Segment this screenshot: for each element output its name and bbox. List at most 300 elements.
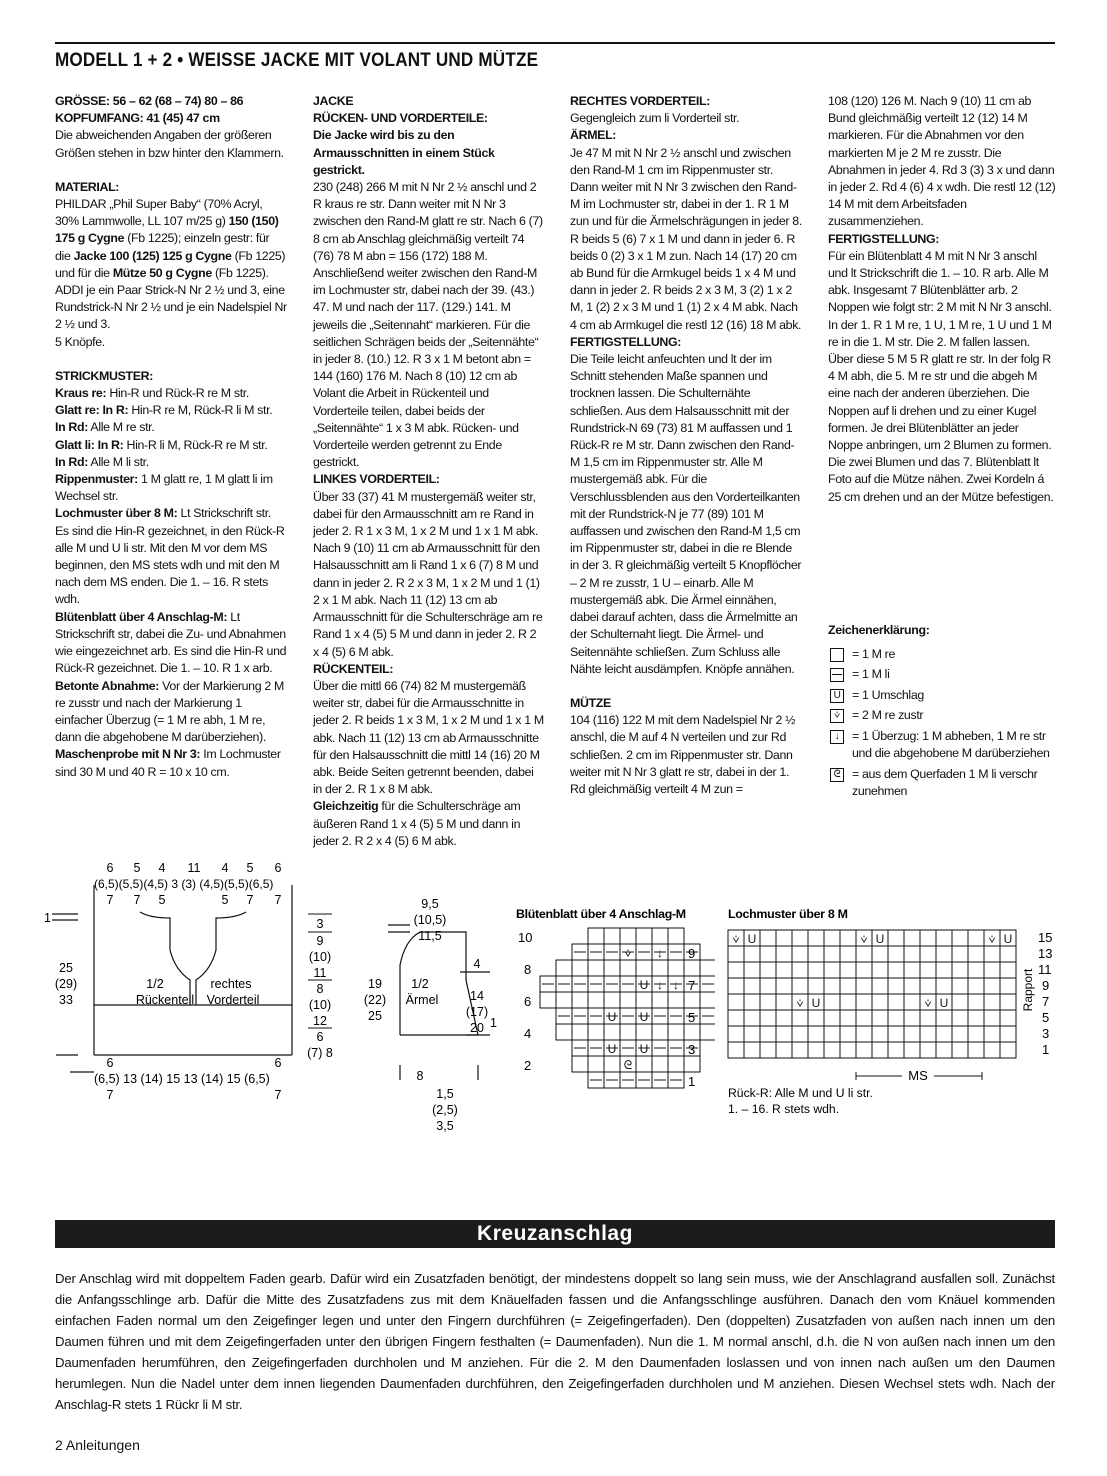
lochmuster-grid <box>728 930 1016 1058</box>
chart-symbol: ⩒ <box>624 946 632 960</box>
chart-cell <box>936 978 952 994</box>
chart-cell <box>968 978 984 994</box>
chart-cell <box>728 1026 744 1042</box>
page-footer: 2 Anleitungen <box>55 1437 140 1453</box>
chart-cell <box>888 1026 904 1042</box>
chart-cell <box>728 978 744 994</box>
chart-cell <box>604 928 620 944</box>
chart-symbol: ⩒ <box>732 932 740 946</box>
svg-text:14: 14 <box>470 989 484 1003</box>
legend-title: Zeichenerklärung: <box>828 623 930 637</box>
svg-text:33: 33 <box>59 993 73 1007</box>
chart-cell <box>808 962 824 978</box>
chart-cell <box>744 1042 760 1058</box>
svg-text:(10,5): (10,5) <box>413 913 447 927</box>
svg-text:19: 19 <box>368 977 382 991</box>
svg-text:7: 7 <box>246 893 254 907</box>
svg-text:6: 6 <box>274 861 282 875</box>
chart-cell <box>984 1042 1000 1058</box>
chart-cell <box>920 1026 936 1042</box>
chart-cell <box>792 978 808 994</box>
bluetenblatt: Blütenblatt über 4 Anschlag-M: Lt Strickschrift str, dabei die Zu- und Abnahmen wie eingezeichnet arb. Es sind die Hin-R und Rück-R gezeichnet. Die 1. – 10. R 1 x arb. <box>55 609 287 676</box>
chart-symbol: U <box>1003 932 1013 946</box>
body-right-measurements <box>307 917 333 1060</box>
chart-cell <box>920 1042 936 1058</box>
svg-text:11: 11 <box>313 966 327 980</box>
svg-text:7: 7 <box>274 893 282 907</box>
chart-cell <box>952 1042 968 1058</box>
rv-bold: Die Jacke wird bis zu den Armausschnitten in einem Stück gestrickt. <box>313 128 495 177</box>
chart-cell <box>984 962 1000 978</box>
chart-cell <box>744 962 760 978</box>
chart-cell <box>728 946 744 962</box>
purl-symbol-icon <box>830 668 844 682</box>
yarn-over-icon: U <box>830 689 844 703</box>
increase-icon: ᘓ <box>830 768 844 782</box>
kreuzanschlag-banner: Kreuzanschlag <box>55 1220 1055 1248</box>
page-title: MODELL 1 + 2 • WEISSE JACKE MIT VOLANT UND MÜTZE <box>55 50 539 71</box>
chart-cell <box>968 1042 984 1058</box>
chart-cell <box>700 992 715 1008</box>
chart-cell <box>776 978 792 994</box>
chart-cell <box>936 946 952 962</box>
chart-cell <box>728 962 744 978</box>
chart-cell <box>920 946 936 962</box>
chart-cell <box>540 992 556 1008</box>
rippenmuster: Rippenmuster: 1 M glatt re, 1 M glatt li im Wechsel str. <box>55 472 273 504</box>
svg-text:6: 6 <box>524 994 532 1009</box>
svg-text:1: 1 <box>688 1074 696 1089</box>
chart-symbol: U <box>811 996 821 1010</box>
chart-cell <box>760 930 776 946</box>
chart-cell <box>984 978 1000 994</box>
column-4 <box>828 93 1056 506</box>
chart-cell <box>760 946 776 962</box>
chart-cell <box>984 946 1000 962</box>
legend-item: = 1 M re <box>828 646 1058 664</box>
chart-cell <box>604 1024 620 1040</box>
chart-cell <box>556 1024 572 1040</box>
chart-cell <box>840 946 856 962</box>
rt-heading: RÜCKENTEIL: <box>313 661 394 676</box>
svg-text:1: 1 <box>44 911 51 925</box>
chart-cell <box>588 928 604 944</box>
svg-text:8: 8 <box>316 982 324 996</box>
material-text: PHILDAR „Phil Super Baby“ (70% Acryl, 30% Lammwolle, LL 107 m/25 g) 150 (150) 175 g Cygne (Fb 1225); einzeln gestr: für die Jacke 100 (125) 125 g Cygne (Fb 1225) und für die Mütze 50 g Cygne (Fb 1225). ADDI je ein Paar Strick-N Nr 2 ½ und 3, eine Rundstrick-N Nr 2 ½ und je ein Nadelspiel Nr 2 ½ und 3. <box>55 197 287 332</box>
material-buttons: 5 Knöpfe. <box>55 334 105 349</box>
chart-cell <box>872 978 888 994</box>
top-rule <box>55 42 1055 44</box>
chart-symbol: U <box>875 932 885 946</box>
material-heading: MATERIAL: <box>55 179 120 194</box>
chart-cell <box>872 946 888 962</box>
chart-cell <box>620 992 636 1008</box>
svg-text:(17): (17) <box>465 1005 489 1019</box>
legend-item: U = 1 Umschlag <box>828 687 1058 705</box>
chart-cell <box>604 992 620 1008</box>
chart-cell <box>952 1010 968 1026</box>
chart-cell <box>952 994 968 1010</box>
chart-symbol: U <box>747 932 757 946</box>
svg-text:13: 13 <box>1038 946 1053 961</box>
svg-text:7: 7 <box>688 978 696 993</box>
chart-cell <box>744 994 760 1010</box>
chart-symbol: U <box>939 996 949 1010</box>
chart-cell <box>968 1010 984 1026</box>
betonte-abnahme: Betonte Abnahme: Vor der Markierung 2 M re zusstr und nach der Markierung 1 einfacher Überzug (= 1 M re abh, 1 M re, dann die abgehobene M darüberziehen). <box>55 678 284 745</box>
chart-cell <box>856 1010 872 1026</box>
chart-cell <box>760 1010 776 1026</box>
chart-cell <box>620 1024 636 1040</box>
chart-cell <box>1000 1010 1016 1026</box>
chart-cell <box>856 978 872 994</box>
svg-text:4: 4 <box>221 861 229 875</box>
chart-cell <box>776 946 792 962</box>
chart-cell <box>840 1042 856 1058</box>
chart-cell <box>952 946 968 962</box>
fertig-text: Die Teile leicht anfeuchten und lt der im Schnitt stehenden Maße spannen und trocknen lassen. Die Schulternähte schließen. Aus dem Halsausschnitt mit der Rundstrick-N 69 (73) 81 M auffassen und 1 Rück-R re M str. Dann zwischen den Rand-M 1,5 cm im Rippenmuster str. Alle M mustergemäß abk. Für die Verschlussblenden aus den Vorderteilkanten mit der Rundstrick-N je 77 (89) 101 M auffassen und zwischen den Rand-M 1,5 cm im Rippenmuster str, dabei in die re Blende in der 3. R gleichmäßig verteilt 5 Knopflöcher – 2 M re zusstr, 1 U – einarb. Alle M mustergemäß abk. Die Ärmel einnähen, dabei darauf achten, dass die Ärmelmitte an der Schulternaht liegt. Die Ärmel- und Seitennähte schließen. Zum Schluss alle Nähte leicht ausdämpfen. Knöpfe annähen. <box>570 352 802 676</box>
chart-cell <box>824 930 840 946</box>
chart-symbol: ⩒ <box>988 932 996 946</box>
chart-cell <box>636 1024 652 1040</box>
chart-cell <box>792 1010 808 1026</box>
svg-text:MS: MS <box>908 1068 928 1083</box>
fertig2-text: Für ein Blütenblatt 4 M mit N Nr 3 anschl und lt Strickschrift die 1. – 10. R arb. Alle M abk. Insgesamt 7 Blütenblätter arb. 2 Noppen wie folgt str: 2 M mit N Nr 3 anschl. In der 1. R 1 M re, 1 U, 1 M re, 1 U und 1 M re in die 1. M str. Die 2. M fallen lassen. Über diese 5 M 5 R glatt re str. In der folg R 4 M abh, die 5. M re str und die abgeh M eine nach der anderen überziehen. Die Noppen auf li drehen und zu einer Kugel formen. Je drei Blütenblätter an jeder Noppe anbringen, um 2 Blumen zu formen. Die zwei Blumen und das 7. Blütenblatt lt Foto auf die Mütze nähen. Zwei Kordeln á 25 cm drehen und an der Mütze befestigen. <box>828 248 1054 504</box>
chart-cell <box>936 1042 952 1058</box>
chart-cell <box>824 978 840 994</box>
chart-cell <box>668 992 684 1008</box>
svg-text:9,5: 9,5 <box>421 897 439 911</box>
chart-cell <box>668 1024 684 1040</box>
chart-cell <box>904 962 920 978</box>
chart-cell <box>808 946 824 962</box>
chart-cell <box>840 978 856 994</box>
column-2 <box>313 93 545 850</box>
chart-cell <box>728 1010 744 1026</box>
chart-cell <box>684 1024 700 1040</box>
svg-text:Rück-R: Alle M und U li str.: Rück-R: Alle M und U li str. <box>728 1086 873 1100</box>
aermel-text: Je 47 M mit N Nr 2 ½ anschl und zwischen den Rand-M 1 cm im Rippenmuster str. Dann weiter mit N Nr 3 zwischen den Rand-M im Lochmuster str, dabei in der 1. R 1 M zun und für die Ärmelschrägungen in jeder 8. R beids 5 (6) 7 x 1 M und dann in jeder 6. R beids 0 (2) 3 x 1 M zun. Nach 14 (17) 20 cm ab Bund für die Armkugel beids 1 x 4 M und dann in jeder 2. R beids 2 x 3 M, 3 (2) 1 x 2 M, 1 (2) 2 x 3 M und 1 (1) 2 x 4 M abk. Nach 4 cm ab Armkugel die restl 12 (16) 18 M abk. <box>570 145 802 332</box>
svg-text:3: 3 <box>1042 1026 1050 1041</box>
chart-cell <box>952 1026 968 1042</box>
chart-cell <box>760 1026 776 1042</box>
chart-cell <box>588 1024 604 1040</box>
chart-cell <box>856 1042 872 1058</box>
chart-cell <box>824 1010 840 1026</box>
aermel-heading: ÄRMEL: <box>570 128 617 143</box>
chart-cell <box>904 994 920 1010</box>
rv-text: 230 (248) 266 M mit N Nr 2 ½ anschl und 2 R kraus re str. Dann weiter mit N Nr 3 zwischen den Rand-M glatt re str. Nach 6 (7) 8 cm ab Anschlag gleichmäßig verteilt 74 (76) 78 M abn = 156 (172) 188 M. Anschließend weiter zwischen den Rand-M im Lochmuster str, dabei nach der 39. (43.) 47. M und nach der 117. (129.) 141. M jeweils die „Seitennaht“ markieren. Für die seitlichen Schrägen beids der „Seitennähte“ in jeder 8. (10.) 12. R 3 x 1 M betont abn = 144 (160) 176 M. Nach 8 (10) 12 cm ab Volant die Arbeit in Rückenteil und Vorderteile teilen, dabei beids der „Seitennähte“ 1 x 3 M abk. Rücken- und Vorderteile werden getrennt zu Ende gestrickt. <box>313 180 543 470</box>
svg-text:rechtes: rechtes <box>210 977 252 991</box>
chart-cell <box>760 962 776 978</box>
chart-cell <box>824 1026 840 1042</box>
chart-cell <box>636 960 652 976</box>
svg-text:(2,5): (2,5) <box>432 1103 458 1117</box>
chart-cell <box>936 1026 952 1042</box>
chart-cell <box>824 946 840 962</box>
svg-text:7: 7 <box>1042 994 1050 1009</box>
chart-cell <box>840 930 856 946</box>
chart-cell <box>872 1026 888 1042</box>
chart-cell <box>952 978 968 994</box>
fertig2-heading: FERTIGSTELLUNG: <box>828 231 940 246</box>
chart-cell <box>1000 1026 1016 1042</box>
legend-item: ᘓ = aus dem Querfaden 1 M li verschr zunehmen <box>828 766 1058 801</box>
svg-text:1: 1 <box>1042 1042 1050 1057</box>
chart-cell <box>792 962 808 978</box>
svg-text:(22): (22) <box>363 993 387 1007</box>
groessen-note: Die abweichenden Angaben der größeren Größen stehen in bzw hinter den Klammern. <box>55 128 284 160</box>
chart-cell <box>920 1010 936 1026</box>
chart-cell <box>888 978 904 994</box>
svg-text:20: 20 <box>470 1021 484 1035</box>
chart-cell <box>684 1056 700 1072</box>
maschenprobe: Maschenprobe mit N Nr 3: Im Lochmuster sind 30 M und 40 R = 10 x 10 cm. <box>55 747 281 779</box>
chart-cell <box>588 1056 604 1072</box>
chart-cell <box>1000 1042 1016 1058</box>
svg-text:7: 7 <box>133 893 141 907</box>
rv-heading: RÜCKEN- UND VORDERTEILE: <box>313 111 488 126</box>
chart-cell <box>888 994 904 1010</box>
svg-text:1/2: 1/2 <box>146 977 164 991</box>
legend-item: ↓ = 1 Überzug: 1 M abheben, 1 M re str und die abgehobene M darüberziehen <box>828 728 1058 763</box>
svg-text:11: 11 <box>187 861 201 875</box>
fertig-heading: FERTIGSTELLUNG: <box>570 334 682 349</box>
chart-cell <box>920 930 936 946</box>
chart-symbol: ⩒ <box>924 996 932 1010</box>
chart-cell <box>872 962 888 978</box>
chart-cell <box>840 1026 856 1042</box>
svg-text:10: 10 <box>518 930 533 945</box>
chart-cell <box>792 930 808 946</box>
chart-cell <box>728 1042 744 1058</box>
chart-symbol: ↓ <box>657 978 663 992</box>
svg-text:Ärmel: Ärmel <box>405 993 439 1007</box>
lochmuster: Lochmuster über 8 M: Lt Strickschrift str. Es sind die Hin-R gezeichnet, in den Rück-R alle M und U li str. Mit den M vor dem MS beginnen, den MS stets wdh und mit den M nach dem MS enden. Die 1. – 16. R stets wdh. <box>55 506 285 607</box>
jacke-heading: JACKE <box>313 94 354 108</box>
chart-cell <box>952 930 968 946</box>
chart-cell <box>588 960 604 976</box>
svg-text:(29): (29) <box>54 977 78 991</box>
chart-cell <box>808 1026 824 1042</box>
muetze-text: 104 (116) 122 M mit dem Nadelspiel Nr 2 ½ anschl, die M auf 4 N verteilen und zur Rd schließen. 2 cm im Rippenmuster str. Dann weiter mit N Nr 3 glatt re str, dabei in der 1. Rd gleichmäßig verteilt 4 M zun = <box>570 713 796 796</box>
chart-cell <box>604 1056 620 1072</box>
chart-cell <box>776 930 792 946</box>
body-outline <box>52 885 292 1072</box>
svg-text:6: 6 <box>106 861 114 875</box>
chart-cell <box>776 962 792 978</box>
glatt-re: Glatt re: In R: Hin-R re M, Rück-R li M str. <box>55 403 273 418</box>
svg-text:11: 11 <box>1038 962 1052 977</box>
chart-cell <box>700 960 715 976</box>
chart-cell <box>588 992 604 1008</box>
chart-cell <box>700 1024 715 1040</box>
chart-cell <box>968 946 984 962</box>
gleichzeitig-text: Gleichzeitig für die Schulterschräge am äußeren Rand 1 x 4 (5) 5 M und dann in jeder 2. R 2 x 4 (5) 6 M abk. <box>313 799 521 848</box>
chart-cell <box>888 946 904 962</box>
knit-symbol-icon <box>830 648 844 662</box>
svg-text:Rapport: Rapport <box>1021 968 1035 1012</box>
chart-cell <box>668 928 684 944</box>
svg-text:8: 8 <box>416 1069 424 1083</box>
chart-cell <box>968 962 984 978</box>
chart-cell <box>776 1026 792 1042</box>
chart-cell <box>776 994 792 1010</box>
chart-cell <box>760 994 776 1010</box>
chart-cell <box>652 1056 668 1072</box>
k2tog-icon: ⩒ <box>830 709 844 723</box>
svg-text:11,5: 11,5 <box>418 929 442 943</box>
chart-cell <box>1000 994 1016 1010</box>
muetze-heading: MÜTZE <box>570 695 611 710</box>
chart-cell <box>936 1010 952 1026</box>
chart-cell <box>652 960 668 976</box>
chart-cell <box>808 1010 824 1026</box>
chart-cell <box>904 978 920 994</box>
chart-cell <box>840 962 856 978</box>
svg-text:4: 4 <box>473 957 481 971</box>
svg-text:1,5: 1,5 <box>436 1087 454 1101</box>
chart-cell <box>684 992 700 1008</box>
muetze-cont: 108 (120) 126 M. Nach 9 (10) 11 cm ab Bund gleichmäßig verteilt 12 (12) 14 M markieren. Für die Abnahmen vor den markierten M je 2 M re zusstr. Die Abnahmen in jeder 4. Rd 3 (3) 3 x und dann in jeder 2. Rd 4 (6) 4 x wdh. Die restl 12 (12) 14 M mit dem Arbeitsfaden zusammenziehen. <box>828 94 1056 229</box>
chart-cell <box>984 1010 1000 1026</box>
svg-text:5: 5 <box>133 861 141 875</box>
chart-cell <box>840 1010 856 1026</box>
chart-cell <box>572 960 588 976</box>
chart-cell <box>968 930 984 946</box>
svg-text:4: 4 <box>524 1026 532 1041</box>
chart-cell <box>872 994 888 1010</box>
skp-arrow-icon: ↓ <box>830 730 844 744</box>
lv-text: Über 33 (37) 41 M mustergemäß weiter str, dabei für den Armausschnitt am re Rand in jeder 2. R 1 x 3 M, 1 x 2 M und 1 x 1 M abk. Nach 9 (10) 11 cm ab Armausschnitt für den Halsausschnitt am li Rand 1 x 6 (7) 8 M und dann in jeder 2. R 2 x 3 M, 1 x 2 M und 1 (1) 2 x 1 M abk. Nach 11 (12) 13 cm ab Armausschnitt für die Schulterschräge am re Rand 1 x 4 (5) 5 M und dann in jeder 2. R 2 x 4 (5) 6 M abk. <box>313 489 543 659</box>
chart-cell <box>620 960 636 976</box>
legend-item: = 1 M li <box>828 666 1058 684</box>
bluetenblatt-left-nums <box>518 930 532 1073</box>
chart-cell <box>1000 978 1016 994</box>
rechtes-vt-heading: RECHTES VORDERTEIL: <box>570 94 710 108</box>
glatt-li: Glatt li: In R: Hin-R li M, Rück-R re M str. <box>55 437 268 452</box>
legend <box>828 622 1058 804</box>
glatt-li-rd: In Rd: Alle M li str. <box>55 454 149 469</box>
chart-cell <box>744 1010 760 1026</box>
lochmuster-right-nums <box>1038 930 1052 1057</box>
chart-cell <box>652 992 668 1008</box>
chart-cell <box>572 1056 588 1072</box>
body-top-labels <box>94 861 282 907</box>
legend-item: ⩒ = 2 M re zustr <box>828 707 1058 725</box>
chart-cell <box>684 960 700 976</box>
svg-text:1: 1 <box>490 1016 497 1030</box>
lochmuster-chart <box>720 900 1065 1120</box>
chart-symbol: U <box>639 1042 649 1056</box>
svg-text:9: 9 <box>688 946 696 961</box>
svg-text:6: 6 <box>106 1056 114 1070</box>
chart-cell <box>572 1024 588 1040</box>
svg-text:2: 2 <box>524 1058 532 1073</box>
column-3 <box>570 93 802 798</box>
chart-cell <box>668 1056 684 1072</box>
chart-cell <box>856 1026 872 1042</box>
chart-cell <box>572 992 588 1008</box>
chart-cell <box>620 928 636 944</box>
chart-cell <box>904 930 920 946</box>
svg-text:5: 5 <box>688 1010 696 1025</box>
chart-cell <box>888 1042 904 1058</box>
chart-symbol: U <box>607 1010 617 1024</box>
chart-cell <box>808 978 824 994</box>
svg-text:8: 8 <box>524 962 532 977</box>
svg-text:5: 5 <box>246 861 254 875</box>
chart-cell <box>968 1026 984 1042</box>
svg-text:(7) 8: (7) 8 <box>307 1046 333 1060</box>
svg-text:7: 7 <box>106 1088 114 1102</box>
chart-cell <box>604 960 620 976</box>
chart-cell <box>872 1010 888 1026</box>
chart-cell <box>808 1042 824 1058</box>
chart-cell <box>636 992 652 1008</box>
kopfumfang: KOPFUMFANG: 41 (45) 47 cm <box>55 111 220 126</box>
chart-cell <box>744 1026 760 1042</box>
chart-symbol: ⩒ <box>796 996 804 1010</box>
chart-cell <box>776 1010 792 1026</box>
chart-cell <box>636 1056 652 1072</box>
chart-cell <box>1000 962 1016 978</box>
glatt-re-rd: In Rd: Alle M re str. <box>55 420 155 435</box>
chart-cell <box>936 930 952 946</box>
svg-text:25: 25 <box>368 1009 382 1023</box>
svg-text:3: 3 <box>688 1042 696 1057</box>
chart-cell <box>824 962 840 978</box>
chart-cell <box>888 1010 904 1026</box>
chart-symbol: U <box>639 978 649 992</box>
svg-text:(10): (10) <box>308 998 332 1012</box>
chart-cell <box>984 994 1000 1010</box>
chart-cell <box>856 994 872 1010</box>
chart-cell <box>904 1042 920 1058</box>
svg-text:(6,5)(5,5)(4,5) 3 (3) (4,5)(5,: (6,5)(5,5)(4,5) 3 (3) (4,5)(5,5)(6,5) <box>94 877 274 891</box>
chart-cell <box>652 1024 668 1040</box>
chart-cell <box>792 1026 808 1042</box>
chart-cell <box>904 1026 920 1042</box>
chart-cell <box>904 946 920 962</box>
bluetenblatt-chart <box>510 900 715 1100</box>
chart-symbol: ⩒ <box>860 932 868 946</box>
rt-text: Über die mittl 66 (74) 82 M mustergemäß weiter str, dabei für die Armausschnitte in jeder 2. R beids 1 x 3 M, 1 x 2 M und 1 x 1 M abk. Nach 11 (12) 13 cm ab Armausschnitte für den Halsausschnitt die mittl 14 (16) 20 M abk. Beide Seiten getrennt beenden, dabei in der 2. R 1 x 8 M abk. <box>313 678 544 797</box>
svg-text:7: 7 <box>274 1088 282 1102</box>
chart-cell <box>636 928 652 944</box>
svg-text:15: 15 <box>1038 930 1053 945</box>
svg-text:9: 9 <box>316 934 324 948</box>
chart-cell <box>556 992 572 1008</box>
svg-text:(6,5) 13 (14) 15 13 (14) 15 (6: (6,5) 13 (14) 15 13 (14) 15 (6,5) <box>94 1072 270 1086</box>
svg-text:1/2: 1/2 <box>411 977 429 991</box>
svg-text:1. – 16. R stets wdh.: 1. – 16. R stets wdh. <box>728 1102 840 1116</box>
chart-cell <box>808 930 824 946</box>
svg-text:3: 3 <box>316 917 324 931</box>
chart-cell <box>888 962 904 978</box>
svg-text:25: 25 <box>59 961 73 975</box>
chart-symbol: U <box>607 1042 617 1056</box>
chart-cell <box>1000 946 1016 962</box>
kreuzanschlag-text: Der Anschlag wird mit doppeltem Faden gearb. Dafür wird ein Zusatzfaden benötigt, der mindestens doppelt so lang sein muss, wie der Anschlagrand ausfallen soll. Zunächst die Anfangsschlinge arb. Dafür die Mitte des Zusatzfadens zus mit dem Knäuelfaden fassen und die Anfangsschlinge ausführen. Danach den vom Knäuel kommenden einfachen Faden normal um den Zeigefinger legen und unter den Fingern durchführen (= Zeigefingerfaden). Den (doppelten) Zusatzfaden von außen nach innen um den Daumen führen und mit dem Zeigefingerfaden unter den übrigen Fingern festhalten (= Daumenfaden). Nun die 1. M normal anschl, d.h. die N von außen nach innen um den Daumenfaden herumführen, den Zeigefingerfaden durchholen und M anziehen. Für die 2. M den Daumenfaden loslassen und von innen nach außen um den Daumen herumlegen. Nun die Nadel unter dem innen liegenden Daumenfaden durchführen, den Zeigefingerfaden durchholen und M anziehen. Diesen Wechsel stets wdh. Nach der Anschlag-R stets 1 Rückr li M str. <box>55 1271 1055 1412</box>
chart-cell <box>920 962 936 978</box>
chart-cell <box>952 962 968 978</box>
chart-cell <box>824 1042 840 1058</box>
chart-cell <box>936 962 952 978</box>
chart-symbol: ↓ <box>673 978 679 992</box>
svg-text:3,5: 3,5 <box>436 1119 454 1133</box>
svg-text:Lochmuster über 8 M: Lochmuster über 8 M <box>728 907 848 921</box>
